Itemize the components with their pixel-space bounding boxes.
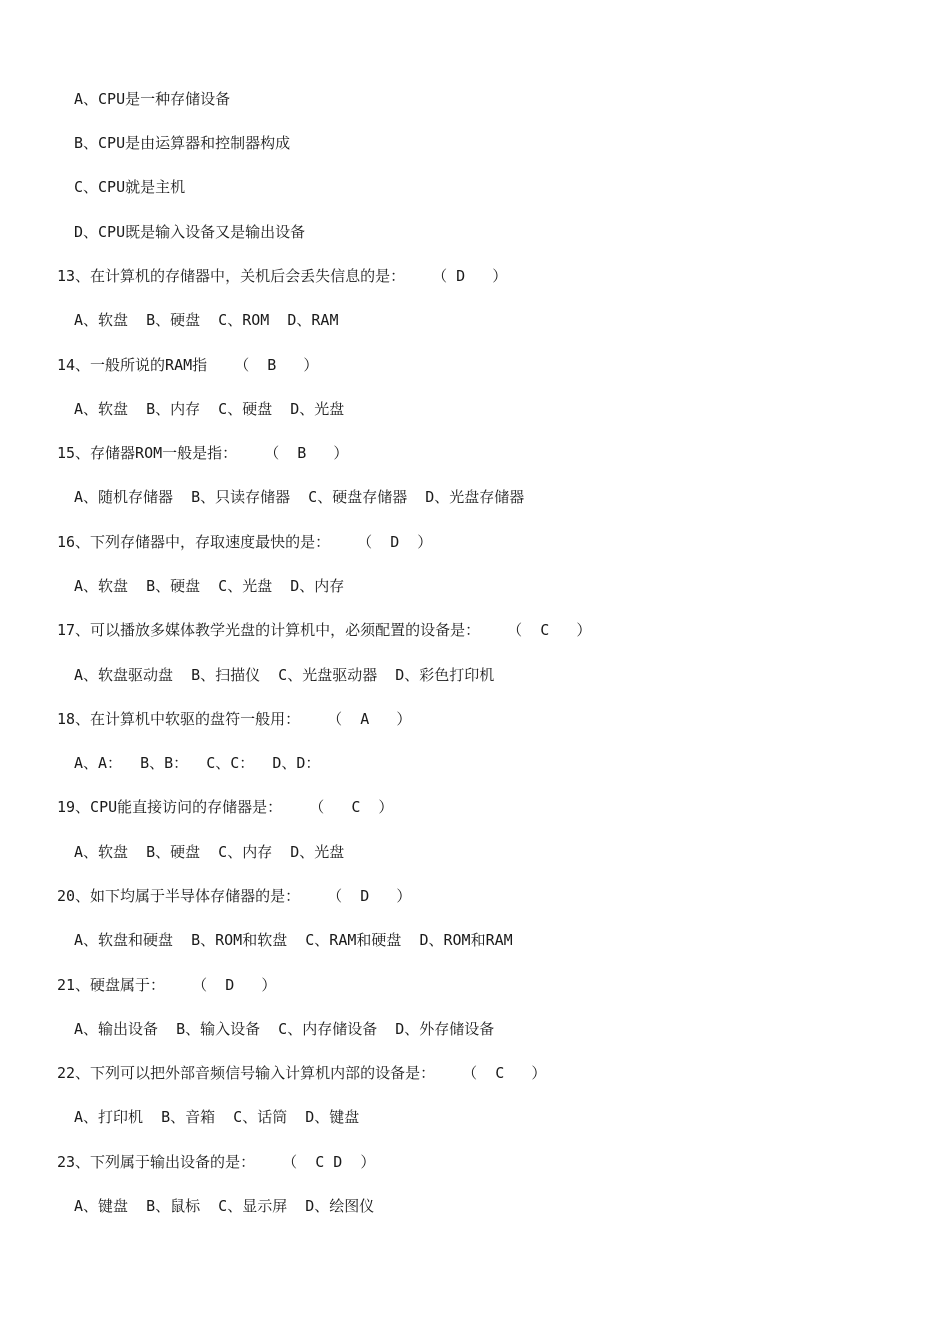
question-22: 22、下列可以把外部音频信号输入计算机内部的设备是： （ C ）	[57, 1064, 547, 1082]
option-line: A、打印机 B、音箱 C、话筒 D、键盘	[74, 1108, 360, 1126]
question-23: 23、下列属于输出设备的是： （ C D ）	[57, 1153, 376, 1171]
option-line: A、软盘 B、内存 C、硬盘 D、光盘	[74, 400, 345, 418]
option-line: D、CPU既是输入设备又是输出设备	[74, 223, 306, 241]
question-14: 14、一般所说的RAM指 （ B ）	[57, 356, 319, 374]
option-line: A、A： B、B： C、C： D、D：	[74, 754, 321, 772]
option-line: A、软盘驱动盘 B、扫描仪 C、光盘驱动器 D、彩色打印机	[74, 666, 495, 684]
option-line: B、CPU是由运算器和控制器构成	[74, 134, 291, 152]
question-18: 18、在计算机中软驱的盘符一般用： （ A ）	[57, 710, 412, 728]
option-line: A、CPU是一种存储设备	[74, 90, 231, 108]
question-20: 20、如下均属于半导体存储器的是： （ D ）	[57, 887, 412, 905]
option-line: A、软盘 B、硬盘 C、内存 D、光盘	[74, 843, 345, 861]
option-line: A、软盘和硬盘 B、ROM和软盘 C、RAM和硬盘 D、ROM和RAM	[74, 931, 513, 949]
option-line: A、键盘 B、鼠标 C、显示屏 D、绘图仪	[74, 1197, 375, 1215]
option-line: A、软盘 B、硬盘 C、光盘 D、内存	[74, 577, 345, 595]
question-19: 19、CPU能直接访问的存储器是： （ C ）	[57, 798, 394, 816]
question-21: 21、硬盘属于： （ D ）	[57, 976, 277, 994]
question-15: 15、存储器ROM一般是指： （ B ）	[57, 444, 349, 462]
option-line: A、随机存储器 B、只读存储器 C、硬盘存储器 D、光盘存储器	[74, 488, 525, 506]
question-13: 13、在计算机的存储器中，关机后会丢失信息的是： （ D ）	[57, 267, 508, 285]
option-line: C、CPU就是主机	[74, 178, 186, 196]
option-line: A、输出设备 B、输入设备 C、内存储设备 D、外存储设备	[74, 1020, 495, 1038]
option-line: A、软盘 B、硬盘 C、ROM D、RAM	[74, 311, 339, 329]
question-16: 16、下列存储器中，存取速度最快的是： （ D ）	[57, 533, 433, 551]
question-17: 17、可以播放多媒体教学光盘的计算机中，必须配置的设备是： （ C ）	[57, 621, 592, 639]
